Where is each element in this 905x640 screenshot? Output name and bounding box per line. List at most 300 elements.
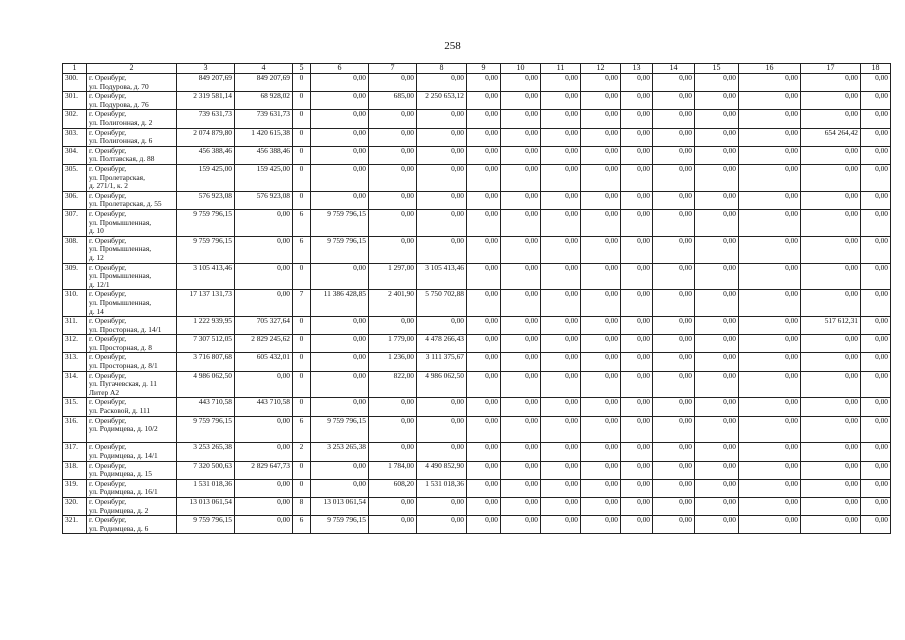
value-cell-6: 0,00 — [311, 353, 369, 371]
value-cell-16: 0,00 — [739, 479, 801, 497]
value-cell-4: 0,00 — [235, 516, 293, 534]
value-cell-7: 0,00 — [369, 317, 417, 335]
column-header: 14 — [653, 64, 695, 74]
value-cell-4: 705 327,64 — [235, 317, 293, 335]
value-cell-16: 0,00 — [739, 290, 801, 317]
value-cell-17: 0,00 — [801, 443, 861, 461]
value-cell-9: 0,00 — [467, 74, 501, 92]
value-cell-15: 0,00 — [695, 191, 739, 209]
value-cell-4: 0,00 — [235, 371, 293, 398]
row-number: 319. — [63, 479, 87, 497]
address-cell — [87, 371, 177, 398]
value-cell-11: 0,00 — [541, 128, 581, 146]
address-line: ул. Пролетарская, д. 55 — [89, 199, 162, 209]
value-cell-6: 0,00 — [311, 92, 369, 110]
column-header: 17 — [801, 64, 861, 74]
value-cell-7: 0,00 — [369, 74, 417, 92]
value-cell-12: 0,00 — [581, 516, 621, 534]
address-line: ул. Просторная, д. 8/1 — [89, 361, 158, 371]
value-cell-4: 605 432,01 — [235, 353, 293, 371]
value-cell-9: 0,00 — [467, 443, 501, 461]
value-cell-14: 0,00 — [653, 371, 695, 398]
column-header: 4 — [235, 64, 293, 74]
value-cell-15: 0,00 — [695, 92, 739, 110]
value-cell-11: 0,00 — [541, 335, 581, 353]
value-cell-5: 6 — [293, 209, 311, 236]
value-cell-12: 0,00 — [581, 398, 621, 416]
value-cell-17: 0,00 — [801, 263, 861, 290]
value-cell-6: 0,00 — [311, 146, 369, 164]
value-cell-5: 0 — [293, 191, 311, 209]
column-header-row — [63, 64, 891, 74]
data-table — [62, 63, 891, 534]
value-cell-17: 0,00 — [801, 92, 861, 110]
value-cell-16: 0,00 — [739, 74, 801, 92]
value-cell-5: 0 — [293, 128, 311, 146]
table-row — [63, 371, 891, 398]
value-cell-10: 0,00 — [501, 416, 541, 443]
value-cell-11: 0,00 — [541, 516, 581, 534]
value-cell-10: 0,00 — [501, 236, 541, 263]
table-row — [63, 164, 891, 191]
value-cell-13: 0,00 — [621, 443, 653, 461]
value-cell-5: 0 — [293, 371, 311, 398]
value-cell-13: 0,00 — [621, 209, 653, 236]
address-line: ул. Пролетарская, — [89, 172, 145, 182]
row-number: 304. — [63, 146, 87, 164]
value-cell-17: 0,00 — [801, 353, 861, 371]
column-header: 11 — [541, 64, 581, 74]
value-cell-11: 0,00 — [541, 498, 581, 516]
address-line: ул. Родимцева, д. 10/2 — [89, 424, 158, 434]
value-cell-17: 654 264,42 — [801, 128, 861, 146]
value-cell-6: 13 013 061,54 — [311, 498, 369, 516]
value-cell-5: 6 — [293, 516, 311, 534]
value-cell-18: 0,00 — [861, 353, 891, 371]
row-number: 306. — [63, 191, 87, 209]
value-cell-3: 1 531 018,36 — [177, 479, 235, 497]
value-cell-9: 0,00 — [467, 371, 501, 398]
table-row — [63, 146, 891, 164]
value-cell-12: 0,00 — [581, 317, 621, 335]
value-cell-18: 0,00 — [861, 128, 891, 146]
value-cell-17: 0,00 — [801, 236, 861, 263]
column-header: 16 — [739, 64, 801, 74]
value-cell-16: 0,00 — [739, 317, 801, 335]
address-line: г. Оренбург, — [89, 352, 127, 362]
value-cell-6: 0,00 — [311, 371, 369, 398]
value-cell-11: 0,00 — [541, 398, 581, 416]
address-cell — [87, 335, 177, 353]
value-cell-13: 0,00 — [621, 317, 653, 335]
value-cell-3: 9 759 796,15 — [177, 209, 235, 236]
value-cell-10: 0,00 — [501, 398, 541, 416]
value-cell-7: 0,00 — [369, 498, 417, 516]
address-line: ул. Полигонная, д. 6 — [89, 136, 153, 146]
address-line: г. Оренбург, — [89, 316, 127, 326]
row-number: 301. — [63, 92, 87, 110]
value-cell-12: 0,00 — [581, 164, 621, 191]
table-row — [63, 191, 891, 209]
value-cell-7: 2 401,90 — [369, 290, 417, 317]
address-cell — [87, 398, 177, 416]
value-cell-7: 0,00 — [369, 191, 417, 209]
value-cell-9: 0,00 — [467, 146, 501, 164]
address-line: ул. Расковой, д. 111 — [89, 406, 151, 416]
address-cell — [87, 461, 177, 479]
value-cell-16: 0,00 — [739, 335, 801, 353]
value-cell-3: 2 319 581,14 — [177, 92, 235, 110]
value-cell-7: 0,00 — [369, 110, 417, 128]
value-cell-5: 0 — [293, 353, 311, 371]
value-cell-11: 0,00 — [541, 443, 581, 461]
value-cell-3: 159 425,00 — [177, 164, 235, 191]
value-cell-5: 7 — [293, 290, 311, 317]
value-cell-13: 0,00 — [621, 164, 653, 191]
table-row — [63, 398, 891, 416]
address-line: г. Оренбург, — [89, 73, 127, 82]
value-cell-10: 0,00 — [501, 164, 541, 191]
value-cell-18: 0,00 — [861, 146, 891, 164]
value-cell-12: 0,00 — [581, 146, 621, 164]
value-cell-16: 0,00 — [739, 353, 801, 371]
value-cell-8: 4 986 062,50 — [417, 371, 467, 398]
table-row — [63, 335, 891, 353]
value-cell-16: 0,00 — [739, 416, 801, 443]
page-number: 258 — [444, 40, 461, 52]
value-cell-11: 0,00 — [541, 236, 581, 263]
value-cell-18: 0,00 — [861, 516, 891, 534]
value-cell-4: 576 923,08 — [235, 191, 293, 209]
row-number: 302. — [63, 110, 87, 128]
value-cell-15: 0,00 — [695, 516, 739, 534]
table-row — [63, 353, 891, 371]
address-line: ул. Пугачевская, д. 11 — [89, 379, 157, 389]
table-row — [63, 74, 891, 92]
row-number: 317. — [63, 443, 87, 461]
value-cell-6: 0,00 — [311, 479, 369, 497]
value-cell-13: 0,00 — [621, 290, 653, 317]
value-cell-14: 0,00 — [653, 290, 695, 317]
address-line: г. Оренбург, — [89, 209, 127, 218]
row-number: 314. — [63, 371, 87, 398]
value-cell-4: 849 207,69 — [235, 74, 293, 92]
value-cell-3: 17 137 131,73 — [177, 290, 235, 317]
value-cell-8: 1 531 018,36 — [417, 479, 467, 497]
value-cell-17: 0,00 — [801, 335, 861, 353]
value-cell-18: 0,00 — [861, 263, 891, 290]
value-cell-14: 0,00 — [653, 498, 695, 516]
value-cell-11: 0,00 — [541, 371, 581, 398]
value-cell-13: 0,00 — [621, 461, 653, 479]
value-cell-15: 0,00 — [695, 74, 739, 92]
value-cell-18: 0,00 — [861, 416, 891, 443]
row-number: 307. — [63, 209, 87, 236]
row-number: 300. — [63, 74, 87, 92]
value-cell-13: 0,00 — [621, 416, 653, 443]
row-number: 320. — [63, 498, 87, 516]
value-cell-14: 0,00 — [653, 110, 695, 128]
value-cell-4: 0,00 — [235, 479, 293, 497]
value-cell-9: 0,00 — [467, 110, 501, 128]
value-cell-16: 0,00 — [739, 191, 801, 209]
value-cell-17: 0,00 — [801, 371, 861, 398]
row-number: 303. — [63, 128, 87, 146]
value-cell-10: 0,00 — [501, 128, 541, 146]
row-number: 313. — [63, 353, 87, 371]
value-cell-4: 0,00 — [235, 209, 293, 236]
table-row — [63, 209, 891, 236]
address-line: г. Оренбург, — [89, 461, 127, 470]
value-cell-8: 0,00 — [417, 128, 467, 146]
value-cell-9: 0,00 — [467, 128, 501, 146]
value-cell-4: 0,00 — [235, 236, 293, 263]
address-line: г. Оренбург, — [89, 515, 127, 525]
column-header: 8 — [417, 64, 467, 74]
value-cell-4: 0,00 — [235, 416, 293, 443]
value-cell-9: 0,00 — [467, 353, 501, 371]
address-line: ул. Подурова, д. 70 — [89, 81, 149, 91]
value-cell-18: 0,00 — [861, 290, 891, 317]
value-cell-13: 0,00 — [621, 74, 653, 92]
column-header: 1 — [63, 64, 87, 74]
value-cell-18: 0,00 — [861, 479, 891, 497]
value-cell-15: 0,00 — [695, 498, 739, 516]
address-line: г. Оренбург, — [89, 91, 127, 101]
value-cell-18: 0,00 — [861, 236, 891, 263]
value-cell-7: 0,00 — [369, 146, 417, 164]
value-cell-17: 0,00 — [801, 191, 861, 209]
value-cell-3: 443 710,58 — [177, 398, 235, 416]
value-cell-5: 0 — [293, 164, 311, 191]
address-cell — [87, 110, 177, 128]
address-cell — [87, 479, 177, 497]
address-line: ул. Промышленная, — [89, 271, 152, 281]
value-cell-15: 0,00 — [695, 335, 739, 353]
row-number: 316. — [63, 416, 87, 443]
column-header: 15 — [695, 64, 739, 74]
value-cell-6: 0,00 — [311, 164, 369, 191]
table-row — [63, 416, 891, 443]
address-line: ул. Просторная, д. 14/1 — [89, 324, 162, 334]
value-cell-10: 0,00 — [501, 290, 541, 317]
value-cell-7: 0,00 — [369, 516, 417, 534]
value-cell-14: 0,00 — [653, 164, 695, 191]
value-cell-10: 0,00 — [501, 191, 541, 209]
value-cell-3: 3 716 807,68 — [177, 353, 235, 371]
value-cell-14: 0,00 — [653, 191, 695, 209]
value-cell-11: 0,00 — [541, 74, 581, 92]
value-cell-9: 0,00 — [467, 209, 501, 236]
row-number: 321. — [63, 516, 87, 534]
address-line: д. 10 — [89, 226, 104, 236]
address-line: г. Оренбург, — [89, 236, 127, 245]
value-cell-8: 0,00 — [417, 498, 467, 516]
address-line: ул. Родимцева, д. 6 — [89, 523, 149, 533]
address-cell — [87, 498, 177, 516]
value-cell-6: 11 386 428,85 — [311, 290, 369, 317]
value-cell-17: 0,00 — [801, 164, 861, 191]
value-cell-12: 0,00 — [581, 353, 621, 371]
value-cell-17: 0,00 — [801, 290, 861, 317]
row-number: 311. — [63, 317, 87, 335]
value-cell-12: 0,00 — [581, 74, 621, 92]
value-cell-12: 0,00 — [581, 371, 621, 398]
value-cell-11: 0,00 — [541, 317, 581, 335]
address-line: г. Оренбург, — [89, 371, 127, 380]
value-cell-4: 739 631,73 — [235, 110, 293, 128]
value-cell-13: 0,00 — [621, 191, 653, 209]
value-cell-8: 0,00 — [417, 74, 467, 92]
value-cell-10: 0,00 — [501, 74, 541, 92]
value-cell-12: 0,00 — [581, 209, 621, 236]
address-line: ул. Родимцева, д. 14/1 — [89, 451, 158, 461]
value-cell-9: 0,00 — [467, 290, 501, 317]
address-line: д. 12/1 — [89, 279, 110, 289]
value-cell-11: 0,00 — [541, 263, 581, 290]
address-cell — [87, 516, 177, 534]
value-cell-18: 0,00 — [861, 498, 891, 516]
value-cell-4: 159 425,00 — [235, 164, 293, 191]
value-cell-12: 0,00 — [581, 92, 621, 110]
value-cell-17: 0,00 — [801, 461, 861, 479]
value-cell-17: 517 612,31 — [801, 317, 861, 335]
column-header: 13 — [621, 64, 653, 74]
value-cell-6: 9 759 796,15 — [311, 416, 369, 443]
value-cell-14: 0,00 — [653, 128, 695, 146]
value-cell-4: 456 388,46 — [235, 146, 293, 164]
address-cell — [87, 191, 177, 209]
value-cell-18: 0,00 — [861, 92, 891, 110]
value-cell-18: 0,00 — [861, 371, 891, 398]
value-cell-15: 0,00 — [695, 443, 739, 461]
value-cell-10: 0,00 — [501, 353, 541, 371]
address-line: ул. Подурова, д. 76 — [89, 99, 149, 109]
value-cell-14: 0,00 — [653, 146, 695, 164]
value-cell-12: 0,00 — [581, 236, 621, 263]
value-cell-18: 0,00 — [861, 398, 891, 416]
value-cell-9: 0,00 — [467, 398, 501, 416]
value-cell-16: 0,00 — [739, 461, 801, 479]
column-header: 3 — [177, 64, 235, 74]
value-cell-13: 0,00 — [621, 110, 653, 128]
value-cell-3: 13 013 061,54 — [177, 498, 235, 516]
value-cell-8: 3 111 375,67 — [417, 353, 467, 371]
value-cell-6: 0,00 — [311, 128, 369, 146]
value-cell-12: 0,00 — [581, 335, 621, 353]
row-number: 308. — [63, 236, 87, 263]
value-cell-18: 0,00 — [861, 164, 891, 191]
value-cell-11: 0,00 — [541, 479, 581, 497]
address-cell — [87, 128, 177, 146]
value-cell-4: 0,00 — [235, 290, 293, 317]
value-cell-10: 0,00 — [501, 209, 541, 236]
value-cell-13: 0,00 — [621, 371, 653, 398]
address-line: г. Оренбург, — [89, 479, 127, 488]
value-cell-8: 3 105 413,46 — [417, 263, 467, 290]
value-cell-3: 3 253 265,38 — [177, 443, 235, 461]
value-cell-15: 0,00 — [695, 398, 739, 416]
address-cell — [87, 164, 177, 191]
value-cell-14: 0,00 — [653, 461, 695, 479]
value-cell-12: 0,00 — [581, 479, 621, 497]
value-cell-16: 0,00 — [739, 236, 801, 263]
value-cell-6: 9 759 796,15 — [311, 236, 369, 263]
value-cell-8: 0,00 — [417, 146, 467, 164]
value-cell-18: 0,00 — [861, 443, 891, 461]
value-cell-15: 0,00 — [695, 317, 739, 335]
value-cell-11: 0,00 — [541, 191, 581, 209]
table-row — [63, 498, 891, 516]
column-header: 5 — [293, 64, 311, 74]
value-cell-3: 4 986 062,50 — [177, 371, 235, 398]
value-cell-7: 1 779,00 — [369, 335, 417, 353]
value-cell-8: 0,00 — [417, 416, 467, 443]
value-cell-5: 6 — [293, 416, 311, 443]
table-row — [63, 236, 891, 263]
address-cell — [87, 317, 177, 335]
value-cell-5: 0 — [293, 74, 311, 92]
value-cell-12: 0,00 — [581, 461, 621, 479]
value-cell-10: 0,00 — [501, 263, 541, 290]
value-cell-8: 0,00 — [417, 398, 467, 416]
value-cell-9: 0,00 — [467, 92, 501, 110]
value-cell-15: 0,00 — [695, 146, 739, 164]
row-number: 309. — [63, 263, 87, 290]
address-cell — [87, 209, 177, 236]
value-cell-17: 0,00 — [801, 74, 861, 92]
value-cell-18: 0,00 — [861, 335, 891, 353]
value-cell-7: 0,00 — [369, 416, 417, 443]
table-row — [63, 479, 891, 497]
value-cell-17: 0,00 — [801, 416, 861, 443]
value-cell-9: 0,00 — [467, 498, 501, 516]
value-cell-5: 0 — [293, 263, 311, 290]
value-cell-12: 0,00 — [581, 290, 621, 317]
value-cell-12: 0,00 — [581, 416, 621, 443]
value-cell-13: 0,00 — [621, 128, 653, 146]
address-cell — [87, 236, 177, 263]
value-cell-16: 0,00 — [739, 263, 801, 290]
table-row — [63, 443, 891, 461]
value-cell-14: 0,00 — [653, 335, 695, 353]
value-cell-12: 0,00 — [581, 498, 621, 516]
value-cell-7: 0,00 — [369, 443, 417, 461]
address-line: ул. Полтавская, д. 88 — [89, 154, 155, 164]
value-cell-5: 6 — [293, 236, 311, 263]
value-cell-3: 576 923,08 — [177, 191, 235, 209]
value-cell-14: 0,00 — [653, 516, 695, 534]
value-cell-8: 0,00 — [417, 191, 467, 209]
value-cell-7: 0,00 — [369, 398, 417, 416]
value-cell-12: 0,00 — [581, 191, 621, 209]
value-cell-12: 0,00 — [581, 128, 621, 146]
value-cell-6: 9 759 796,15 — [311, 516, 369, 534]
address-cell — [87, 263, 177, 290]
value-cell-4: 2 829 245,62 — [235, 335, 293, 353]
value-cell-10: 0,00 — [501, 479, 541, 497]
value-cell-5: 0 — [293, 146, 311, 164]
value-cell-9: 0,00 — [467, 236, 501, 263]
column-header: 12 — [581, 64, 621, 74]
value-cell-10: 0,00 — [501, 335, 541, 353]
value-cell-6: 9 759 796,15 — [311, 209, 369, 236]
address-line: д. 12 — [89, 252, 104, 262]
value-cell-8: 0,00 — [417, 317, 467, 335]
column-header: 7 — [369, 64, 417, 74]
value-cell-11: 0,00 — [541, 461, 581, 479]
value-cell-10: 0,00 — [501, 461, 541, 479]
